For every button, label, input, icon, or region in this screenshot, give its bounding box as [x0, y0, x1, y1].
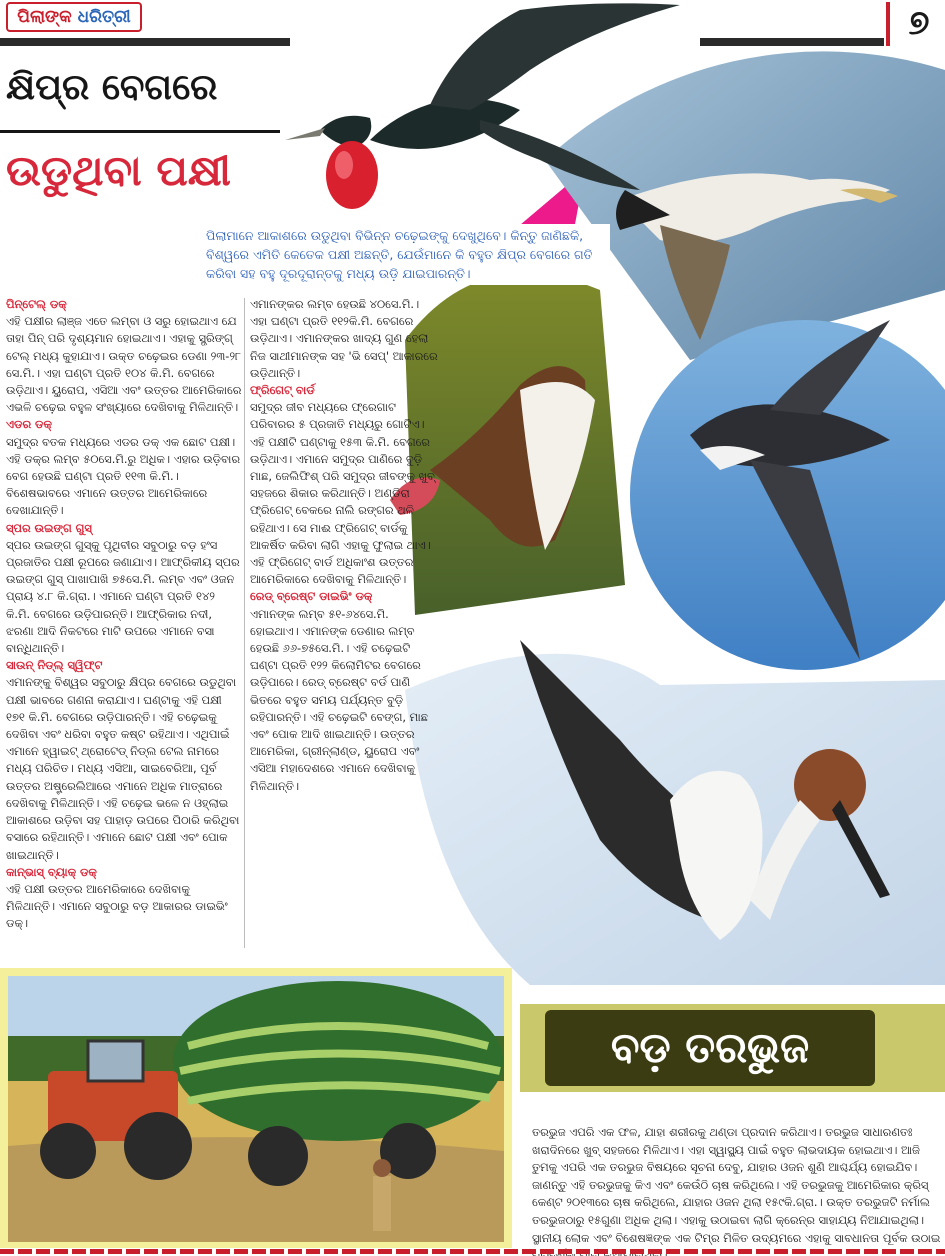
- logo-part2: ଧରିତ୍ରୀ: [77, 7, 131, 27]
- masthead-bar-left: [0, 38, 290, 46]
- section-pintail: [6, 296, 242, 416]
- headline-line2: ଉଡୁଥିବା ପକ୍ଷୀ: [6, 146, 231, 195]
- section-eider: [6, 416, 242, 519]
- watermelon-tractor-photo: [8, 976, 504, 1242]
- section-text: ସ୍ପର ଉଇଙ୍ଗ ଗୁସ୍‌କୁ ପୃଥିବୀର ସବୁଠାରୁ ବଡ଼ ହଂସ ପ୍ରଜାତିର ପକ୍ଷୀ ରୂପରେ ଜଣାଯାଏ। ଆଫ୍ରିକୀୟ ସ୍ପର ଉଇଙ୍ଗ ଗୁସ୍ ପାଖାପାଖି ୭୫ସେ.ମି. ଲମ୍ବ ଏବଂ ଓଜନ ପ୍ରାୟ ୪.୮ କି.ଗ୍ରା.। ଏମାନେ ଘଣ୍ଟା ପ୍ରତି ୧୪୨ କି.ମି. ବେଗରେ ଉଡ଼ିପାରନ୍ତି। ଆଫ୍ରିକାର ନଦୀ, ଝରଣା ଆଦି ନିକଟରେ ମାଟି ଉପରେ ଏମାନେ ବସା ବାନ୍ଧିଥାନ୍ତି।: [6, 537, 240, 656]
- watermelon-paragraph: ତରଭୁଜ ଏପରି ଏକ ଫଳ, ଯାହା ଶରୀରକୁ ଥଣ୍ଡା ପ୍ରଦାନ କରିଥାଏ। ତରଭୁଜ ସାଧାରଣତଃ ଖରାଦିନରେ ଖୁବ୍ ସହଜରେ ମିଳିଥାଏ। ଏହା ସ୍ୱାସ୍ଥ୍ୟ ପାଇଁ ବହୁତ ଲାଭଦାୟକ ହୋଇଥାଏ। ଆଜି ତୁମକୁ ଏପରି ଏକ ତରଭୁଜ ବିଷୟରେ ସୂଚନା ଦେବୁ, ଯାହାର ଓଜନ ଶୁଣି ଆଶ୍ଚର୍ଯ୍ୟ ହୋଇଯିବ। ଜାଣନ୍ତୁ ଏହି ତରଭୁଜକୁ କିଏ ଏବଂ କେଉଁଠି ଚାଷ କରିଥିଲେ। ଏହି ତରଭୁଜକୁ ଆମେରିକାର କ୍ରିସ୍ କେଣ୍ଟ ୨୦୧୩ରେ ଚାଷ କରିଥିଲେ, ଯାହାର ଓଜନ ଥିଲା ୧୫୯କି.ଗ୍ରା.। ଉକ୍ତ ତରଭୁଜଟି ନର୍ମାଲ ତରଭୁଜଠାରୁ ୧୫ଗୁଣା ଅଧିକ ଥିଲା। ଏହାକୁ ଉଠାଇବା ଲାଗି କ୍ରେନ୍‌ର ସାହାଯ୍ୟ ନିଆଯାଇଥିଲା। ସ୍ଥାନୀୟ ଲୋକ ଏବଂ ବିଶେଷଜ୍ଞଙ୍କ ଏକ ଟିମ୍‌ର ମିଳିତ ଉଦ୍ୟମରେ ଏହାକୁ ସାବଧାନତା ପୂର୍ବକ ଉଠାଇ: [532, 1125, 941, 1245]
- pintail-duck-photo: [405, 640, 945, 985]
- section-text: ଏମାନଙ୍କର ଲମ୍ବ ହେଉଛି ୪୦ସେ.ମି.। ଏହା ଘଣ୍ଟା ପ୍ରତି ୧୧୨କି.ମି. ବେଗରେ ଉଡ଼ିଥାଏ। ଏମାନଙ୍କର ଖାଦ୍ୟ ଗୁଣ ହେଲା ନିଜ ସାଥୀମାନଙ୍କ ସହ 'ଭି ସେପ୍' ଆକାରରେ ଉଡ଼ିଥାନ୍ତି।: [250, 297, 438, 380]
- section-heading: ଏଡର ଡକ୍: [6, 417, 52, 432]
- section-heading: ସାଉନ୍ ନିଡ୍‌ଲ୍ ସ୍ୱିଫ୍ଟ: [6, 658, 103, 673]
- headline-rule: [0, 130, 280, 133]
- page-number: ୭: [908, 3, 930, 43]
- watermelon-title: ବଡ଼ ତରଭୁଜ: [545, 1010, 875, 1086]
- section-text: ଏହି ପକ୍ଷୀର ଲାଞ୍ଜ ଏତେ ଲମ୍ବା ଓ ସରୁ ହୋଇଥାଏ ଯେ ତାହା ପିନ୍ ପରି ଦୃଶ୍ୟମାନ ହୋଇଥାଏ। ଏହାକୁ ସ୍ପ୍ରିଙ୍ଗ୍ ଟେଲ୍ ମଧ୍ୟ କୁହାଯାଏ। ଉକ୍ତ ଚଢ଼େଇର ଡେଣା ୨୩-୨୮ ସେ.ମି.। ଏହା ଘଣ୍ଟା ପ୍ରତି ୧୦୪ କି.ମି. ବେଗରେ ଉଡ଼ିଥାଏ। ୟୁରୋପ, ଏସିଆ ଏବଂ ଉତ୍ତର ଆମେରିକାରେ ଏଭଳି ଚଢ଼େଇ ବହୁଳ ସଂଖ୍ୟାରେ ଦେଖିବାକୁ ମିଳିଥାନ୍ତି।: [6, 314, 242, 415]
- section-heading: କାନ୍‌ଭାସ୍ ବ୍ୟାକ୍ ଡକ୍: [6, 864, 97, 879]
- section-heading: ପିନ୍‌ଟେଲ୍ ଡକ୍: [6, 297, 67, 311]
- section-text: ଏମାନଙ୍କୁ ବିଶ୍ୱର ସବୁଠାରୁ କ୍ଷିପ୍ର ବେଗରେ ଉଡୁଥିବା ପକ୍ଷୀ ଭାବରେ ଗଣନା କରାଯାଏ। ଘଣ୍ଟାକୁ ଏହି ପକ୍ଷୀ ୧୭୧ କି.ମି. ବେଗରେ ଉଡ଼ିପାରନ୍ତି। ଏହି ଚଢ଼େଇକୁ ଦେଖିବା ଏବଂ ଧରିବା ବହୁତ କଷ୍ଟ ରହିଥାଏ। ଏଥିପାଇଁ ଏମାନେ ହ୍ୱାଇଟ୍ ଥ୍ରୋଟେଡ୍ ନିଡ୍‌ଲ ଟେଲ ନାମରେ ମଧ୍ୟ ପରିଚିତ। ମଧ୍ୟ ଏସିଆ, ସାଇବେରିଆ, ପୂର୍ବ ଉତ୍ତର ଅଷ୍ଟ୍ରେଲିଆରେ ଏମାନେ ଅଧିକ ମାତ୍ରାରେ ଦେଖିବାକୁ ମିଳିଥାନ୍ତି। ଏହି ଚଢ଼େଇ ଭଳେ ନ ଓହ୍ଲାଇ ଆକାଶରେ ଉଡ଼ିବା ସହ ପାହାଡ଼ ଉପରେ ପିଠାରି କରିଥିବା ବସାରେ ରହିଥାନ୍ତି। ଏମାନେ ଛୋଟ ପକ୍ଷୀ ଏବଂ ପୋକ ଖାଇଥାନ୍ତି।: [6, 675, 240, 862]
- section-heading: ରେଡ୍ ବ୍ରେଷ୍ଟ ଡାଇଭିଂ ଡକ୍: [250, 589, 373, 604]
- section-text: ସମୁଦ୍ର ଜୀବ ମଧ୍ୟରେ ଫ୍ରେଗାଟ ପରିବାରର ୫ ପ୍ରଜାତି ମଧ୍ୟରୁ ଗୋଟିଏ। ଏହି ପକ୍ଷୀଟି ଘଣ୍ଟାକୁ ୧୫୩ କି.ମି. ବେଗରେ ଉଡ଼ିଥାଏ। ଏମାନେ ସମୁଦ୍ର ପାଣିରେ ବୁଡ଼ି ମାଛ, ଜେଲିଫିଶ୍ ପରି ସମୁଦ୍ର ଜୀବଙ୍କୁ ଖୁବ୍ ସହଜରେ ଶିକାର କରିଥାନ୍ତି। ଅଣ୍ଡିରା ଫ୍ରିଗେଟ୍ ବେକରେ ନାଲି ରଙ୍ଗର ଥଳି ରହିଥାଏ। ସେ ମାଈ ଫ୍ରିଗେଟ୍ ବାର୍ଡକୁ ଆକର୍ଷିତ କରିବା ଲାଗି ଏହାକୁ ଫୁଲାଇ ଥାଏ। ଏହି ଫ୍ରିଗେଟ୍ ବାର୍ଡ ଅଧିକାଂଶ ଉତ୍ତର ଆମେରିକାରେ ଦେଖିବାକୁ ମିଳିଥାନ୍ତି।: [250, 400, 435, 587]
- section-spur-goose: [6, 520, 242, 658]
- section-text: ଏମାନଙ୍କ ଲମ୍ବ ୫୧-୬୪ସେ.ମି. ହୋଇଥାଏ। ଏମାନଙ୍କ ଡେଣାର ଲମ୍ବ ହେଉଛି ୬୬-୭୫ସେ.ମି.। ଏହି ଚଢ଼େଇଟି ଘଣ୍ଟା ପ୍ରତି ୧୨୨ କିଲୋମିଟର ବେଗରେ ଉଡ଼ିପାରେ। ରେଡ୍ ବ୍ରେଷ୍ଟ ବର୍ଡ ପାଣି ଭିତରେ ବହୁତ ସମୟ ପର୍ଯ୍ୟନ୍ତ ବୁଡ଼ି ରହିପାରନ୍ତି। ଏହି ଚଢ଼େଇଟି ବେଙ୍ଗ, ମାଛ ଏବଂ ପୋକ ଆଦି ଖାଇଥାନ୍ତି। ଉତ୍ତର ଆମେରିକା, ଗ୍ରୀନ୍‌ଲାଣ୍ଡ, ୟୁରୋପ ଏବଂ ଏସିଆ ମହାଦେଶରେ ଏମାନେ ଦେଖିବାକୁ ମିଳିଥାନ୍ତି।: [250, 606, 428, 793]
- needletail-swift-photo: [630, 320, 945, 670]
- section-canvasback-cont: [250, 296, 438, 382]
- section-needletail: [6, 657, 242, 863]
- article-column-1: [6, 296, 242, 956]
- section-canvasback: [6, 864, 242, 933]
- logo-part1: ପିଲାଙ୍କ: [17, 7, 72, 27]
- section-red-breasted-merganser: [250, 588, 438, 794]
- section-heading: ଫ୍ରିଗେଟ୍ ବାର୍ଡ: [250, 383, 315, 398]
- section-heading: ସ୍ପର ଉଇଙ୍ଗ ଗୁସ୍: [6, 520, 92, 535]
- column-divider: [244, 298, 245, 948]
- newspaper-logo: [6, 2, 142, 32]
- article-column-2: [250, 296, 438, 956]
- intro-paragraph: ପିଲାମାନେ ଆକାଶରେ ଉଡୁଥିବା ବିଭିନ୍ନ ଚଢ଼େଇଙ୍କୁ ଦେଖୁଥିବେ। କିନ୍ତୁ ଜାଣିଛକି, ବିଶ୍ୱରେ ଏମିତି କେତେକ ପକ୍ଷୀ ଅଛନ୍ତି, ଯେଉଁମାନେ କି ବହୁତ କ୍ଷିପ୍ର ବେଗରେ ଗତି କରିବା ସହ ବହୁ ଦୂରଦୂରାନ୍ତକୁ ମଧ୍ୟ ଉଡ଼ି ଯାଇପାରନ୍ତି।: [200, 224, 610, 285]
- footer-bar: [0, 1249, 945, 1254]
- section-text: ଏହି ପକ୍ଷୀ ଉତ୍ତର ଆମେରିକାରେ ଦେଖିବାକୁ ମିଳିଥାନ୍ତି। ଏମାନେ ସବୁଠାରୁ ବଡ଼ ଆକାରର ଡାଇଭିଂ ଡକ୍।: [6, 881, 228, 931]
- headline-line1: କ୍ଷିପ୍ର ବେଗରେ: [6, 67, 218, 108]
- section-frigatebird: [250, 382, 438, 588]
- section-text: ସମୁଦ୍ର ବତକ ମଧ୍ୟରେ ଏଡର ଡକ୍ ଏକ ଛୋଟ ପକ୍ଷୀ। ଏହି ଡକ୍‌ର ଲମ୍ବ ୫୦ସେ.ମି.ରୁ ଅଧିକ। ଏହାର ଉଡ଼ିବାର ବେଗ ହେଉଛି ଘଣ୍ଟା ପ୍ରତି ୧୧୩ କି.ମି.। ବିଶେଷଭାବରେ ଏମାନେ ଉତ୍ତର ଆମେରିକାରେ ଦେଖାଯାନ୍ତି।: [6, 434, 240, 518]
